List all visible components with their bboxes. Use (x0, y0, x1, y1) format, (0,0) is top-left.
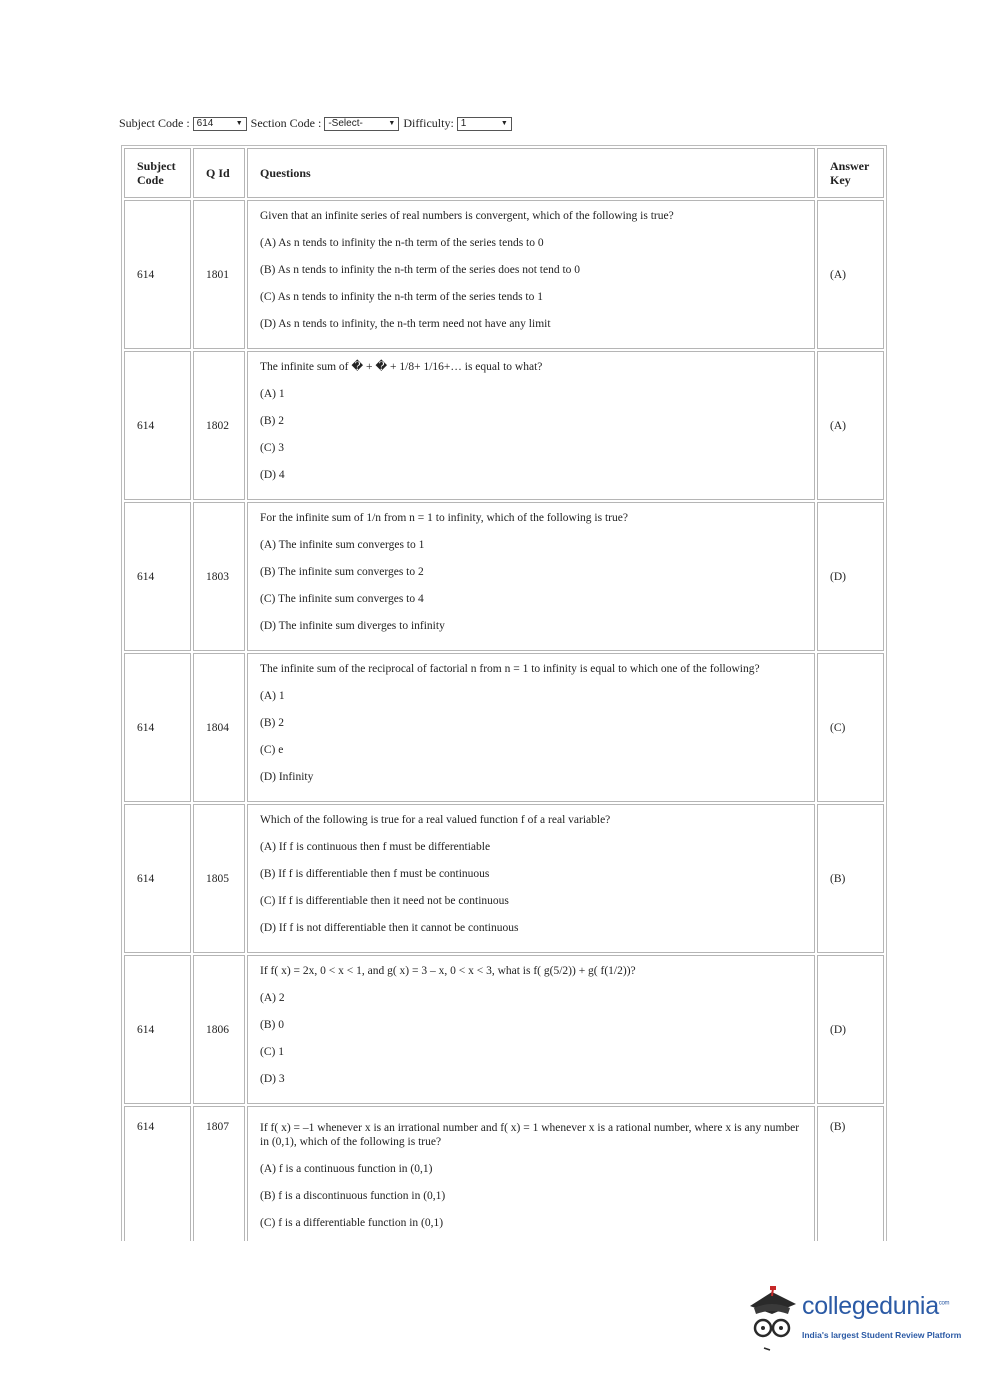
question-cell (247, 351, 815, 500)
answer-key-cell: (C) (817, 653, 884, 802)
subject-code-cell: 614 (124, 804, 191, 953)
table-row (124, 1106, 884, 1241)
question-text: Which of the following is true for a real valued function f of a real variable? (260, 814, 611, 826)
answer-option: (D) The infinite sum diverges to infinity (260, 620, 445, 632)
question-cell (247, 1106, 815, 1241)
filter-bar (119, 116, 516, 131)
answer-option: (B) 2 (260, 717, 284, 729)
answer-option: (C) The infinite sum converges to 4 (260, 593, 424, 605)
answer-option: (C) If f is differentiable then it need not be continuous (260, 895, 509, 907)
header-answer-key: Answer Key (817, 148, 884, 198)
dropdown-arrow-icon: ▼ (388, 120, 396, 127)
subject-code-select[interactable] (193, 117, 247, 131)
table-row (124, 502, 884, 651)
q-id-cell: 1806 (193, 955, 245, 1104)
answer-key-cell: (D) (817, 955, 884, 1104)
table-row (124, 351, 884, 500)
answer-option: (D) Infinity (260, 771, 314, 783)
logo-tagline: India's largest Student Review Platform (802, 1330, 962, 1340)
table-body (124, 200, 884, 1241)
collegedunia-logo (742, 1284, 972, 1354)
subject-code-cell: 614 (124, 1106, 191, 1241)
table-row (124, 955, 884, 1104)
header-q-id: Q Id (193, 148, 245, 198)
answer-option: (B) 2 (260, 415, 284, 427)
table-row (124, 200, 884, 349)
question-text: Given that an infinite series of real numbers is convergent, which of the following is true? (260, 210, 674, 222)
header-questions: Questions (247, 148, 815, 198)
table-row (124, 804, 884, 953)
answer-option: (D) 3 (260, 1073, 285, 1085)
answer-option: (A) The infinite sum converges to 1 (260, 539, 425, 551)
answer-option: (C) As n tends to infinity the n-th term of the series tends to 1 (260, 291, 543, 303)
subject-code-cell: 614 (124, 200, 191, 349)
answer-key-cell: (B) (817, 1106, 884, 1241)
answer-option: (D) As n tends to infinity, the n-th term need not have any limit (260, 318, 551, 330)
question-table-container (121, 145, 887, 1241)
answer-option: (A) f is a continuous function in (0,1) (260, 1163, 433, 1175)
q-id-cell: 1801 (193, 200, 245, 349)
answer-option: (A) If f is continuous then f must be differentiable (260, 841, 491, 853)
question-cell (247, 955, 815, 1104)
answer-option: (C) 1 (260, 1046, 284, 1058)
answer-option: (A) As n tends to infinity the n-th term of the series tends to 0 (260, 237, 544, 249)
table-header-row (124, 148, 884, 198)
answer-option: (B) If f is differentiable then f must be continuous (260, 868, 490, 880)
subject-code-label: Subject Code : (119, 116, 190, 130)
question-text: For the infinite sum of 1/n from n = 1 to infinity, which of the following is true? (260, 512, 628, 524)
answer-key-cell: (A) (817, 351, 884, 500)
subject-code-cell: 614 (124, 502, 191, 651)
question-table (121, 145, 887, 1241)
dropdown-arrow-icon: ▼ (235, 120, 243, 127)
header-subject-code: Subject Code (124, 148, 191, 198)
answer-option: (A) 2 (260, 992, 285, 1004)
difficulty-value: 1 (460, 118, 467, 129)
subject-code-cell: 614 (124, 955, 191, 1104)
section-code-value: -Select- (328, 118, 363, 129)
answer-option: (A) 1 (260, 690, 285, 702)
answer-option: (B) f is a discontinuous function in (0,1) (260, 1190, 446, 1202)
q-id-cell: 1804 (193, 653, 245, 802)
answer-option: (A) 1 (260, 388, 285, 400)
answer-option: (B) The infinite sum converges to 2 (260, 566, 424, 578)
answer-option: (B) 0 (260, 1019, 284, 1031)
subject-code-cell: 614 (124, 351, 191, 500)
subject-code-value: 614 (196, 118, 214, 129)
logo-brand-text: collegedunia (802, 1292, 939, 1320)
dropdown-arrow-icon: ▼ (500, 120, 508, 127)
answer-option: (D) 4 (260, 469, 285, 481)
table-row (124, 653, 884, 802)
q-id-cell: 1807 (193, 1106, 245, 1241)
answer-option: (C) f is a differentiable function in (0,1) (260, 1217, 444, 1229)
question-cell (247, 502, 815, 651)
answer-key-cell: (A) (817, 200, 884, 349)
question-text: If f( x) = –1 whenever x is an irrational number and f( x) = 1 whenever x is a rational number, where x is any number in (0,1), which of the following is true? (260, 1122, 800, 1148)
answer-option: (C) e (260, 744, 284, 756)
answer-key-cell: (D) (817, 502, 884, 651)
answer-option: (B) As n tends to infinity the n-th term of the series does not tend to 0 (260, 264, 581, 276)
question-cell (247, 200, 815, 349)
question-cell (247, 653, 815, 802)
q-id-cell: 1805 (193, 804, 245, 953)
question-text: The infinite sum of � + � + 1/8+ 1/16+… is equal to what? (260, 361, 543, 373)
answer-key-cell: (B) (817, 804, 884, 953)
answer-option: (D) If f is not differentiable then it cannot be continuous (260, 922, 519, 934)
section-code-label: Section Code : (250, 116, 322, 130)
q-id-cell: 1803 (193, 502, 245, 651)
question-text: If f( x) = 2x, 0 < x < 1, and g( x) = 3 – x, 0 < x < 3, what is f( g(5/2)) + g( f(1/2))? (260, 965, 636, 977)
logo-brand (802, 1292, 949, 1321)
logo-brand-suffix: com (938, 1300, 950, 1307)
difficulty-select[interactable] (457, 117, 512, 131)
question-cell (247, 804, 815, 953)
answer-option: (C) 3 (260, 442, 284, 454)
subject-code-cell: 614 (124, 653, 191, 802)
mascot-icon (742, 1284, 802, 1354)
question-text: The infinite sum of the reciprocal of factorial n from n = 1 to infinity is equal to which one of the following? (260, 663, 760, 675)
section-code-select[interactable] (324, 117, 399, 131)
q-id-cell: 1802 (193, 351, 245, 500)
difficulty-label: Difficulty: (403, 116, 454, 130)
